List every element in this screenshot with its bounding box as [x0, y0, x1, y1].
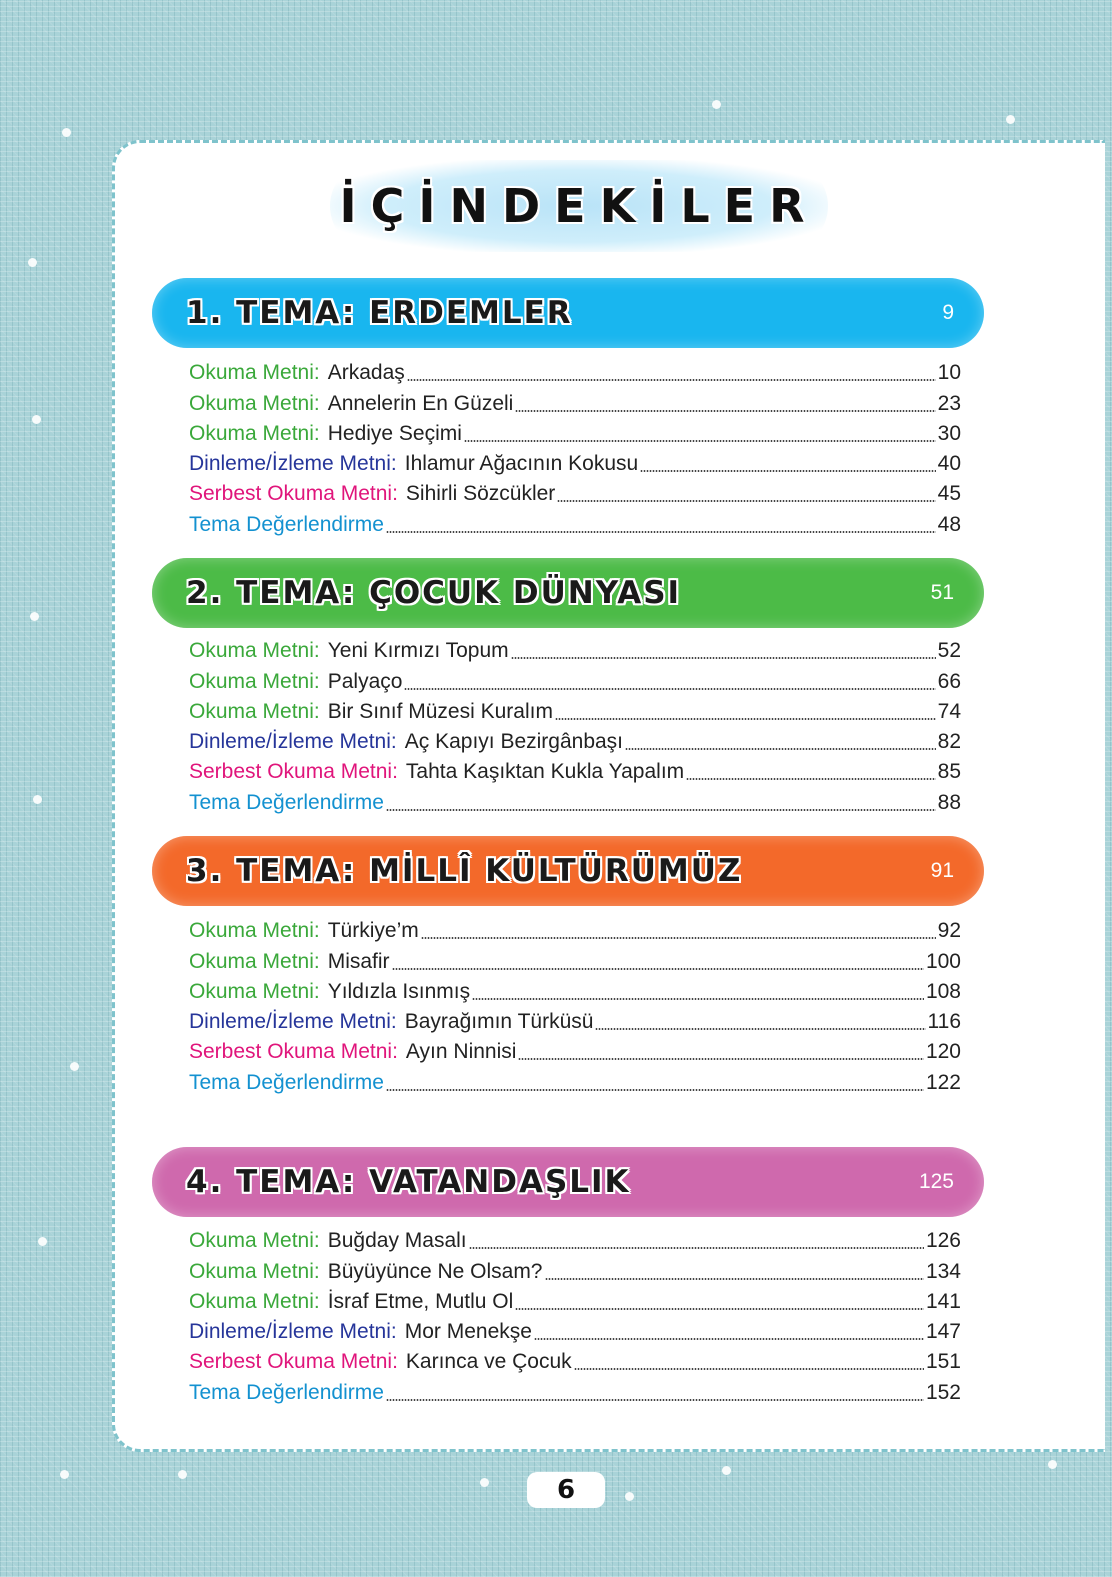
dot-leader — [386, 531, 936, 533]
theme-1-page: 9 — [942, 301, 954, 324]
theme-1-entries — [189, 356, 961, 538]
toc-entry[interactable]: Okuma Metni: Misafir 100 — [189, 949, 961, 973]
snow-dot — [625, 1492, 634, 1501]
theme-2-title: 2. TEMA: ÇOCUK DÜNYASI — [186, 575, 682, 611]
dot-leader — [464, 440, 936, 442]
page-title: İÇİNDEKİLER — [339, 179, 819, 233]
toc-entry[interactable]: Okuma Metni: Palyaço 66 — [189, 669, 961, 693]
theme-3-entries — [189, 914, 961, 1096]
dot-leader — [545, 1278, 924, 1280]
theme-2-entries — [189, 634, 961, 816]
snow-dot — [62, 128, 71, 137]
dot-leader — [518, 1058, 924, 1060]
toc-entry[interactable]: Okuma Metni: Buğday Masalı 126 — [189, 1229, 961, 1253]
theme-4-page: 125 — [918, 1170, 954, 1193]
title-banner — [330, 160, 828, 252]
toc-entry[interactable]: Serbest Okuma Metni: Sihirli Sözcükler 45 — [189, 482, 961, 506]
toc-entry[interactable]: Tema Değerlendirme 152 — [189, 1380, 961, 1404]
theme-3-title: 3. TEMA: MİLLÎ KÜLTÜRÜMÜZ — [186, 853, 743, 889]
snow-dot — [70, 1062, 79, 1071]
theme-4-header — [152, 1147, 984, 1217]
snow-dot — [178, 1470, 187, 1479]
snow-dot — [28, 258, 37, 267]
dot-leader — [555, 718, 936, 720]
theme-1-title: 1. TEMA: ERDEMLER — [186, 295, 573, 331]
toc-entry[interactable]: Dinleme/İzleme Metni: Ihlamur Ağacının Kokusu 40 — [189, 452, 961, 476]
theme-1-header — [152, 278, 984, 348]
dot-leader — [625, 748, 936, 750]
dot-leader — [472, 998, 924, 1000]
snow-dot — [30, 612, 39, 621]
theme-2-page: 51 — [930, 581, 954, 604]
toc-entry[interactable]: Dinleme/İzleme Metni: Mor Menekşe 147 — [189, 1320, 961, 1344]
dot-leader — [386, 809, 936, 811]
dot-leader — [640, 470, 935, 472]
toc-entry[interactable]: Okuma Metni: Türkiye’m 92 — [189, 919, 961, 943]
toc-entry[interactable]: Tema Değerlendirme 48 — [189, 512, 961, 536]
snow-dot — [60, 1470, 69, 1479]
snow-dot — [1048, 1460, 1057, 1469]
dot-leader — [515, 1308, 924, 1310]
snow-dot — [38, 1237, 47, 1246]
dot-leader — [595, 1028, 925, 1030]
theme-4-title: 4. TEMA: VATANDAŞLIK — [186, 1164, 631, 1200]
dot-leader — [574, 1368, 924, 1370]
toc-entry[interactable]: Dinleme/İzleme Metni: Bayrağımın Türküsü 116 — [189, 1010, 961, 1034]
snow-dot — [712, 100, 721, 109]
theme-2-header — [152, 558, 984, 628]
toc-entry[interactable]: Okuma Metni: Bir Sınıf Müzesi Kuralım 74 — [189, 699, 961, 723]
snow-dot — [1006, 115, 1015, 124]
snow-dot — [722, 1466, 731, 1475]
toc-entry[interactable]: Serbest Okuma Metni: Karınca ve Çocuk 151 — [189, 1350, 961, 1374]
dot-leader — [511, 657, 936, 659]
toc-entry[interactable]: Serbest Okuma Metni: Tahta Kaşıktan Kukla Yapalım 85 — [189, 760, 961, 784]
snow-dot — [32, 415, 41, 424]
toc-entry[interactable]: Okuma Metni: Annelerin En Güzeli 23 — [189, 391, 961, 415]
dot-leader — [686, 778, 935, 780]
dot-leader — [515, 410, 935, 412]
toc-entry[interactable]: Dinleme/İzleme Metni: Aç Kapıyı Bezirgânbaşı 82 — [189, 730, 961, 754]
dot-leader — [386, 1399, 924, 1401]
dot-leader — [469, 1247, 924, 1249]
toc-entry[interactable]: Okuma Metni: Hediye Seçimi 30 — [189, 421, 961, 445]
toc-entry[interactable]: Tema Değerlendirme 122 — [189, 1070, 961, 1094]
toc-entry[interactable]: Tema Değerlendirme 88 — [189, 790, 961, 814]
snow-dot — [33, 795, 42, 804]
theme-3-page: 91 — [930, 859, 954, 882]
dot-leader — [404, 688, 935, 690]
toc-entry[interactable]: Okuma Metni: Büyüyünce Ne Olsam? 134 — [189, 1259, 961, 1283]
dot-leader — [392, 968, 924, 970]
toc-entry[interactable]: Okuma Metni: İsraf Etme, Mutlu Ol 141 — [189, 1289, 961, 1313]
page-number: 6 — [527, 1472, 605, 1508]
theme-4-entries — [189, 1224, 961, 1406]
dot-leader — [534, 1338, 924, 1340]
dot-leader — [407, 379, 936, 381]
dot-leader — [421, 937, 936, 939]
snow-dot — [480, 1478, 489, 1487]
toc-entry[interactable]: Serbest Okuma Metni: Ayın Ninnisi 120 — [189, 1040, 961, 1064]
toc-entry[interactable]: Okuma Metni: Arkadaş 10 — [189, 361, 961, 385]
toc-entry[interactable]: Okuma Metni: Yeni Kırmızı Topum 52 — [189, 639, 961, 663]
dot-leader — [386, 1089, 924, 1091]
theme-3-header — [152, 836, 984, 906]
toc-entry[interactable]: Okuma Metni: Yıldızla Isınmış 108 — [189, 979, 961, 1003]
dot-leader — [557, 500, 935, 502]
